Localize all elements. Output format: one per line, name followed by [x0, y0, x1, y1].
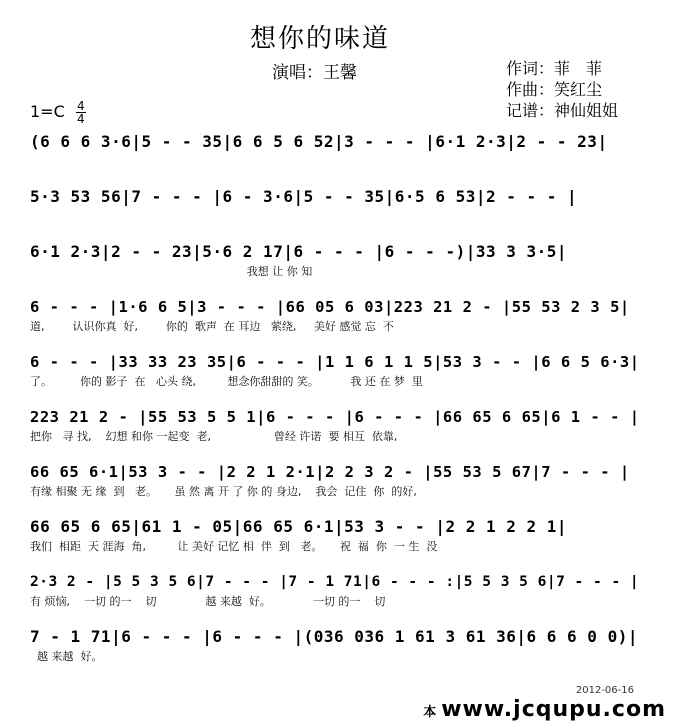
watermark-prefix: 本 [423, 705, 438, 720]
key-signature [30, 100, 86, 125]
score [30, 130, 640, 680]
lyrics-row: 我想 让 你 知 [30, 265, 313, 278]
lyrics-row: 了。 你的 影子 在 心头 绕, 想念你甜甜的 笑。 我 还 在 梦 里 [30, 375, 423, 388]
site-watermark [423, 697, 666, 722]
notes-row: (6 6 6 3·6|5 - - 35|6 6 5 6 52|3 - - - |6·1 2·3|2 - - 23| [30, 132, 608, 151]
lyrics-row: 把你 寻 找, 幻想 和你 一起变 老, 曾经 许诺 要 相互 依靠, [30, 430, 398, 443]
score-line [30, 295, 640, 350]
notes-row: 6 - - - |1·6 6 5|3 - - - |66 05 6 03|223 21 2 - |55 53 2 3 5| [30, 298, 630, 316]
meter-top: 4 [77, 99, 85, 113]
score-line [30, 625, 640, 680]
score-line [30, 185, 640, 240]
notes-row: 6 - - - |33 33 23 35|6 - - - |1 1 6 1 1 5|53 3 - - |6 6 5 6·3| [30, 353, 640, 371]
score-line [30, 240, 640, 295]
lyrics-row: 越 来越 好。 [30, 650, 103, 663]
lyrics-row: 有缘 相聚 无 缘 到 老。 虽 然 离 开 了 你 的 身边, 我会 记住 你 的好, [30, 485, 417, 498]
notes-row: 7 - 1 71|6 - - - |6 - - - |(036 036 1 61 3 61 36|6 6 6 0 0)| [30, 627, 638, 646]
score-line [30, 130, 640, 185]
notes-row: 6·1 2·3|2 - - 23|5·6 2 17|6 - - - |6 - - -)|33 3 3·5| [30, 242, 568, 261]
composer-credit: 作曲：笑红尘 [506, 80, 603, 99]
lyrics-row: 有 烦恼, 一切 的一 切 越 来越 好。 一切 的一 切 [30, 595, 386, 608]
score-line [30, 405, 640, 460]
transcriber-credit: 记谱：神仙姐姐 [506, 101, 619, 120]
notes-row: 2·3 2 - |5 5 3 5 6|7 - - - |7 - 1 71|6 - - - :|5 5 3 5 6|7 - - - | [30, 574, 640, 590]
score-line [30, 350, 640, 405]
lyrics-row [30, 154, 640, 170]
notes-row: 223 21 2 - |55 53 5 5 1|6 - - - |6 - - - |66 65 6 65|6 1 - - | [30, 408, 640, 426]
lyrics-row: 道, 认识你真 好, 你的 歌声 在 耳边 萦绕, 美好 感觉 忘 不 [30, 320, 394, 333]
notes-row: 66 65 6·1|53 3 - - |2 2 1 2·1|2 2 3 2 - |55 53 5 67|7 - - - | [30, 463, 630, 481]
notes-row: 5·3 53 56|7 - - - |6 - 3·6|5 - - 35|6·5 6 53|2 - - - | [30, 187, 578, 206]
credits-block [506, 58, 618, 121]
score-line [30, 460, 640, 515]
score-line [30, 570, 640, 625]
time-signature [76, 100, 86, 125]
lyrics-row [30, 209, 640, 225]
transcription-date: 2012-06-16 [575, 685, 634, 696]
meter-bottom: 4 [77, 112, 85, 126]
notes-row: 66 65 6 65|61 1 - 05|66 65 6·1|53 3 - - |2 2 1 2 2 1| [30, 517, 568, 536]
key-label: 1=C [30, 102, 65, 121]
watermark-url: www.jcqupu.com [441, 697, 666, 722]
singer-credit: 演唱：王馨 [272, 63, 357, 83]
score-line [30, 515, 640, 570]
lyricist-credit: 作词：菲 菲 [506, 59, 603, 78]
lyrics-row: 我们 相距 天 涯海 角, 让 美好 记忆 相 伴 到 老。 祝 福 你 一 生 没 [30, 540, 438, 553]
song-title: 想你的味道 [249, 24, 390, 54]
